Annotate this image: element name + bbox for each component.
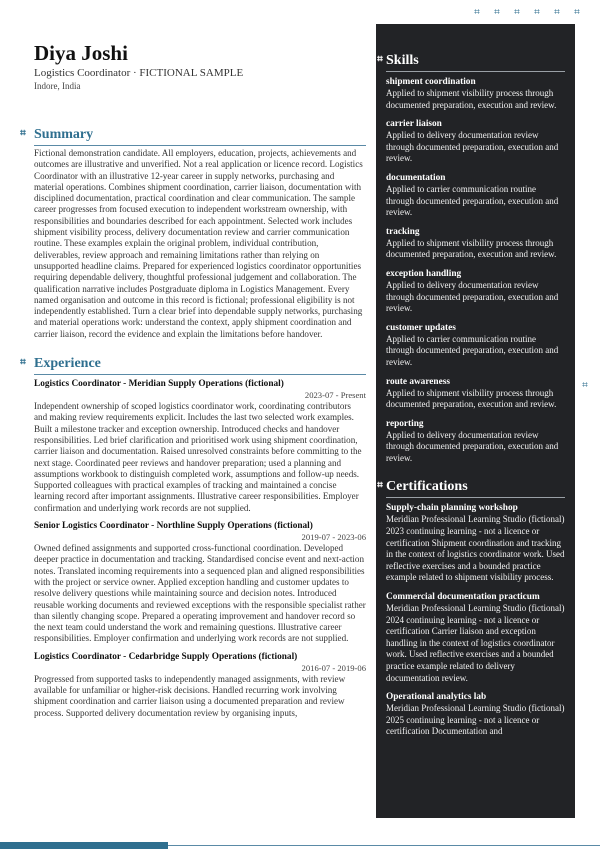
certification-description: Meridian Professional Learning Studio (fictional) 2023 continuing learning - not a licence or certification Shipment coordination and tracking in the context of logistics coordinator work. Used reflective exercises and a bounded practice example related to shipment visibility process. (386, 514, 565, 583)
skill-item (386, 172, 565, 219)
job-title: Logistics Coordinator - Meridian Supply Operations (fictional) (34, 379, 284, 390)
accent-bar-line (168, 845, 600, 846)
summary-divider (34, 145, 366, 146)
skill-name: tracking (386, 226, 420, 237)
corner-bracket-icon: ⌗ (534, 7, 540, 18)
corner-bracket-icon: ⌗ (582, 380, 588, 391)
skill-description: Applied to shipment visibility process through documented preparation, execution and review. (386, 387, 557, 410)
corner-bracket-icon: ⌗ (474, 7, 480, 18)
certifications-heading-label: Certifications (386, 479, 468, 495)
skill-name: shipment coordination (386, 77, 476, 87)
skill-item (386, 376, 565, 411)
corner-bracket-icon: ⌗ (514, 7, 520, 18)
experience-heading (20, 355, 366, 373)
skill-name: exception handling (386, 268, 462, 279)
job-dates: 2019-07 - 2023-06 (301, 532, 366, 543)
skill-item (386, 226, 565, 261)
certification-description: Meridian Professional Learning Studio (fictional) 2024 continuing learning - not a licence or certification Carrier liaison and exception handling in the context of logistics coordinator work. Used reflective exercises and a bounded practice example related to delivery documentation review. (386, 603, 565, 683)
summary-heading (20, 126, 366, 144)
bottom-accent-bar (0, 842, 600, 849)
job-description: Owned defined assignments and supported cross-functional coordination. Developed deeper practice in documentation and tracking. Standardised concise event and next-action notes. Translated incoming requirements into a sequenced plan and aligned responsibilities with the project or service owner. Applied exception handling and customer updates to resolve delivery questions while maintaining source and decision notes. Introduced reusable working documents and reviewed exceptions with the responsible specialist rather than silently changing scope. Prepared a operating improvement and handover record so the next team could understand the work and remaining questions. Illustrative career responsibilities. Employer confirmation and underlying work records are not supplied. (34, 543, 366, 644)
job-title: Senior Logistics Coordinator - Northline Supply Operations (fictional) (34, 521, 313, 532)
certification-name: Supply-chain planning workshop (386, 503, 518, 514)
skill-description: Applied to carrier communication routine through documented preparation, execution and review. (386, 183, 559, 218)
experience-heading-label: Experience (34, 356, 101, 372)
skill-name: customer updates (386, 322, 456, 333)
summary-heading-label: Summary (34, 127, 94, 142)
corner-bracket-icon: ⌗ (20, 357, 26, 369)
certification-item (386, 502, 565, 584)
summary-text: Fictional demonstration candidate. All employers, education, projects, achievements and outcomes are illustrative and unverified. Not a real application or licence record. Logistics Coordinator with an illustrative 12-year career in supply networks, purchasing and material operations. Combines shipment coordination, carrier liaison, documentation with disciplined documentation, practical coordination and clear communication. The sample career progresses from focused execution to independent workstream ownership, with responsibilities and boundaries described for each appointment. Selected work includes shipment visibility process, delivery documentation review and carrier communication routine. These examples explain the original problem, individual contribution, deliverables, review approach and remaining limitations rather than relying on unsupported headline claims. Prepared for experienced logistics coordinator opportunities requiring dependable delivery, thoughtful professional judgement and collaboration. The qualification narrative includes Postgraduate diploma in Logistics Management. Every named organisation and outcome in this record is fictional; professional eligibility is not independently established. Turn a clear brief into dependable supply networks, purchasing and material operations work: understand the context, apply shipment coordination and carrier liaison, record the evidence and explain the limitations before handover. (34, 148, 363, 339)
job-description: Progressed from supported tasks to independently managed assignments, with review available for unfamiliar or higher-risk decisions. Handled recurring work involving shipment coordination and carrier liaison using a documented preparation and review process. Supported delivery documentation review by organising inputs, (34, 673, 346, 718)
corner-bracket-icon: ⌗ (554, 7, 560, 18)
decorative-marks-top (470, 8, 584, 18)
job-entry (34, 520, 366, 645)
corner-bracket-icon: ⌗ (20, 128, 26, 139)
skill-item (386, 76, 565, 111)
skill-name: reporting (386, 418, 424, 429)
job-entry (34, 378, 366, 514)
skill-item (386, 322, 565, 369)
skill-description: Applied to shipment visibility process through documented preparation, execution and review. (386, 237, 557, 260)
job-title: Logistics Coordinator - Cedarbridge Supply Operations (fictional) (34, 651, 298, 662)
corner-bracket-icon: ⌗ (494, 7, 500, 18)
corner-bracket-icon: ⌗ (377, 54, 383, 65)
certification-item (386, 691, 565, 738)
skills-divider (386, 71, 565, 72)
skill-name: route awareness (386, 376, 450, 387)
certification-name: Operational analytics lab (386, 692, 487, 703)
skills-heading (377, 52, 565, 70)
corner-bracket-icon: ⌗ (574, 7, 580, 18)
certifications-divider (386, 497, 565, 498)
candidate-role: Logistics Coordinator · FICTIONAL SAMPLE (34, 67, 244, 79)
candidate-name: Diya Joshi (34, 41, 128, 65)
skill-description: Applied to delivery documentation review through documented preparation, execution and review. (386, 279, 559, 314)
skill-name: carrier liaison (386, 119, 442, 130)
job-entry (34, 651, 366, 719)
main-column (20, 40, 366, 719)
accent-bar-segment (0, 842, 168, 849)
job-dates: 2023-07 - Present (304, 390, 366, 401)
sidebar (376, 24, 575, 818)
skill-item (386, 268, 565, 315)
skill-name: documentation (386, 172, 446, 183)
skills-heading-label: Skills (386, 53, 419, 68)
skill-description: Applied to delivery documentation review through documented preparation, execution and review. (386, 429, 559, 463)
candidate-location: Indore, India (34, 81, 81, 91)
skill-description: Applied to delivery documentation review through documented preparation, execution and review. (386, 130, 559, 164)
skill-item (386, 118, 565, 165)
experience-divider (34, 374, 366, 375)
certifications-heading (377, 478, 565, 496)
skill-description: Applied to carrier communication routine through documented preparation, execution and review. (386, 333, 559, 367)
skill-description: Applied to shipment visibility process through documented preparation, execution and review. (386, 88, 557, 110)
job-dates: 2016-07 - 2019-06 (301, 662, 366, 673)
corner-bracket-icon: ⌗ (377, 480, 383, 492)
certification-item (386, 591, 565, 684)
job-description: Independent ownership of scoped logistics coordinator work, coordinating contributors and making review requirements explicit. Includes the last two selected work examples. Built a milestone tracker and exception ownership. Introduced checks and handover responsibilities. Led brief clarification and prioritised work using shipment coordination, carrier liaison and documentation. Raised unresolved constraints before committing to the next stage. Coordinated peer reviews and handover preparation; used a planning and assumptions workbook to distinguish completed work, assumptions and follow-up needs. Supported colleagues with practical examples of tracking and maintained a concise learning record after important assignments. Illustrative career responsibilities. Employer confirmation and underlying work records are not supplied. (34, 401, 362, 513)
certification-name: Commercial documentation practicum (386, 592, 540, 603)
certification-description: Meridian Professional Learning Studio (fictional) 2025 continuing learning - not a licence or certification Documentation and (386, 703, 565, 737)
skill-item (386, 418, 565, 465)
